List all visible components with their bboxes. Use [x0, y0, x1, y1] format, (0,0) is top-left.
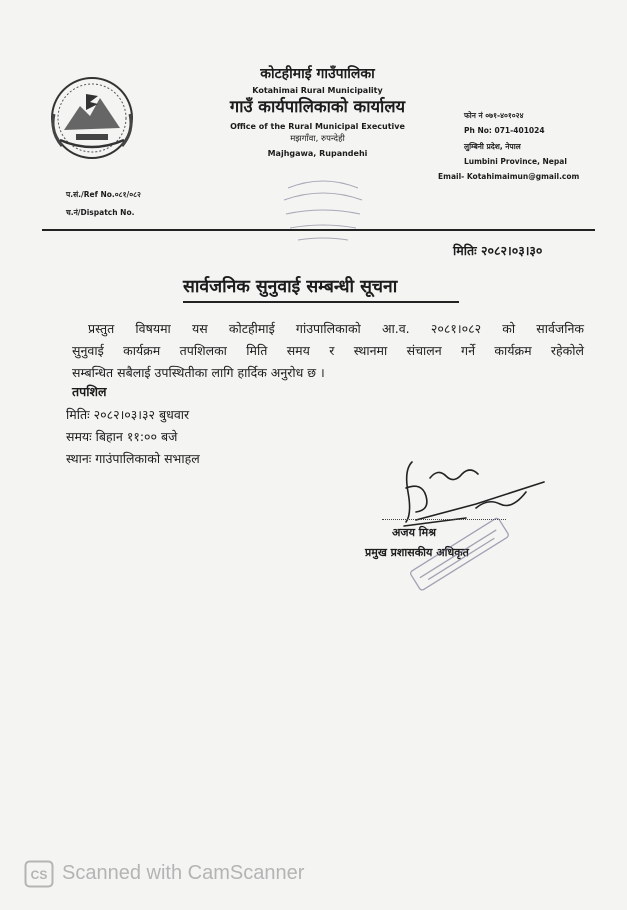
camscanner-watermark: Scanned with CamScanner	[62, 862, 305, 884]
address-np: मझगाँवा, रुपन्देही	[290, 134, 345, 145]
province-en: Lumbini Province, Nepal	[464, 156, 567, 166]
letterhead	[190, 66, 445, 158]
ref-number: प.सं./Ref No.०८१/०८२	[66, 190, 141, 199]
office-name-en: Office of the Rural Municipal Executive	[230, 122, 405, 132]
municipality-name-en: Kotahimai Rural Municipality	[252, 86, 383, 96]
schedule-time: समयः बिहान ११:०० बजे	[66, 429, 178, 444]
office-stamp-icon	[268, 176, 378, 246]
schedule-venue: स्थानः गाउंपालिकाको सभाहल	[66, 451, 200, 466]
signatory-name: अजय मिश्र	[392, 526, 436, 539]
reference-block	[66, 190, 141, 226]
schedule-date: मितिः २०८२।०३।३२ बुधवार	[66, 407, 190, 422]
header-divider	[42, 229, 595, 231]
phone-en: Ph No: 071-401024	[464, 126, 545, 136]
email: Email- Kotahimaimun@gmail.com	[438, 172, 580, 181]
office-name-np: गाउँ कार्यपालिकाको कार्यालय	[229, 97, 406, 117]
body-line-3: सम्बन्धित सबैलाई उपस्थितीका लागि हार्दिक अनुरोध छ ।	[72, 365, 325, 380]
schedule-heading: तपशिल	[72, 384, 107, 399]
nepal-emblem-icon	[42, 70, 142, 162]
address-en: Majhgawa, Rupandehi	[267, 149, 368, 159]
officer-stamp-icon	[400, 515, 520, 595]
body-line-1: प्रस्तुत विषयमा यस कोटहीमाई गांउपालिकाको आ.व. २०८१।०८२ को सार्वजनिक	[88, 321, 584, 336]
title-underline	[183, 301, 459, 303]
body-line-2: सुनुवाई कार्यक्रम तपशिलका मिति समय र स्थानमा संचालन गर्ने कार्यक्रम रहेकोले	[72, 343, 584, 358]
phone-np: फोन नं ०७१-४०१०२४	[464, 111, 524, 120]
notice-title: सार्वजनिक सुनुवाई सम्बन्धी सूचना	[183, 277, 398, 297]
contact-block	[438, 112, 580, 188]
notice-body	[72, 318, 584, 384]
camscanner-logo-icon	[24, 860, 54, 888]
municipality-name-np: कोटहीमाई गाउँपालिका	[260, 66, 375, 82]
dispatch-number: च.नं/Dispatch No.	[66, 208, 135, 217]
svg-text:CS: CS	[30, 868, 48, 882]
letter-date: मितिः २०८२।०३।३०	[453, 243, 543, 258]
signatory-designation: प्रमुख प्रशासकीय अधिकृत	[365, 546, 469, 559]
schedule-details	[66, 404, 200, 470]
province-np: लुम्बिनी प्रदेश, नेपाल	[464, 141, 521, 151]
